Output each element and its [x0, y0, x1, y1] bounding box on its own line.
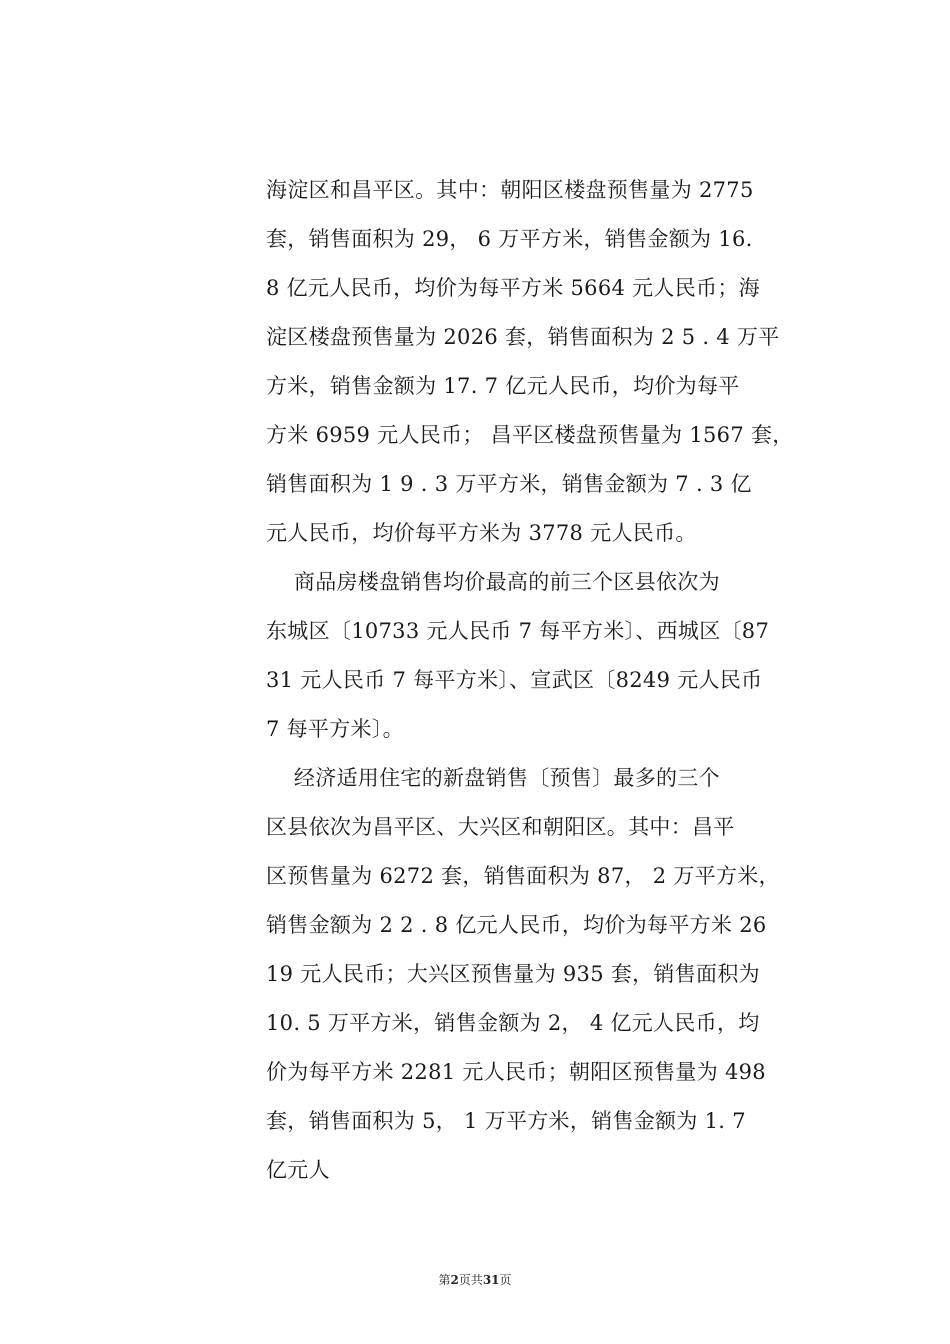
current-page-number: 2 — [450, 1273, 459, 1287]
total-pages-number: 31 — [482, 1273, 500, 1287]
text-line: 7 每平方米〕。 — [266, 717, 404, 741]
text-line: 销售金额为 2 2 . 8 亿元人民币，均价为每平方米 26 — [266, 913, 767, 937]
footer-suffix: 页 — [499, 1273, 512, 1287]
text-line: 东城区〔10733 元人民币 7 每平方米〕、西城区〔87 — [266, 619, 770, 643]
text-line: 区县依次为昌平区、大兴区和朝阳区。其中：昌平 — [266, 815, 735, 839]
footer-middle: 页共 — [458, 1273, 483, 1287]
text-line: 亿元人 — [266, 1158, 330, 1182]
text-line: 8 亿元人民币，均价为每平方米 5664 元人民币；海 — [266, 276, 760, 300]
text-line: 元人民币，均价每平方米为 3778 元人民币。 — [266, 521, 697, 545]
text-line: 淀区楼盘预售量为 2026 套，销售面积为 2 5 . 4 万平 — [266, 325, 780, 349]
text-line: 套，销售面积为 5， 1 万平方米，销售金额为 1. 7 — [266, 1109, 746, 1133]
text-line: 销售面积为 1 9 . 3 万平方米，销售金额为 7 . 3 亿 — [266, 472, 752, 496]
text-line: 价为每平方米 2281 元人民币；朝阳区预售量为 498 — [266, 1060, 766, 1084]
text-line: 套，销售面积为 29， 6 万平方米，销售金额为 16. — [266, 227, 753, 251]
text-line: 海淀区和昌平区。其中：朝阳区楼盘预售量为 2775 — [266, 178, 754, 202]
text-line: 31 元人民币 7 每平方米〕、宣武区〔8249 元人民币 — [266, 668, 763, 692]
text-line: 经济适用住宅的新盘销售〔预售〕最多的三个 — [266, 766, 720, 790]
text-line: 方米 6959 元人民币； 昌平区楼盘预售量为 1567 套， — [266, 423, 794, 447]
page-footer — [0, 1271, 950, 1288]
text-line: 区预售量为 6272 套，销售面积为 87， 2 万平方米， — [266, 864, 780, 888]
footer-prefix: 第 — [438, 1273, 451, 1287]
body-text — [266, 166, 794, 1195]
text-line: 10. 5 万平方米，销售金额为 2， 4 亿元人民币，均 — [266, 1011, 760, 1035]
text-line: 19 元人民币；大兴区预售量为 935 套，销售面积为 — [266, 962, 760, 986]
text-line: 方米，销售金额为 17. 7 亿元人民币，均价为每平 — [266, 374, 740, 398]
text-line: 商品房楼盘销售均价最高的前三个区县依次为 — [266, 570, 720, 594]
